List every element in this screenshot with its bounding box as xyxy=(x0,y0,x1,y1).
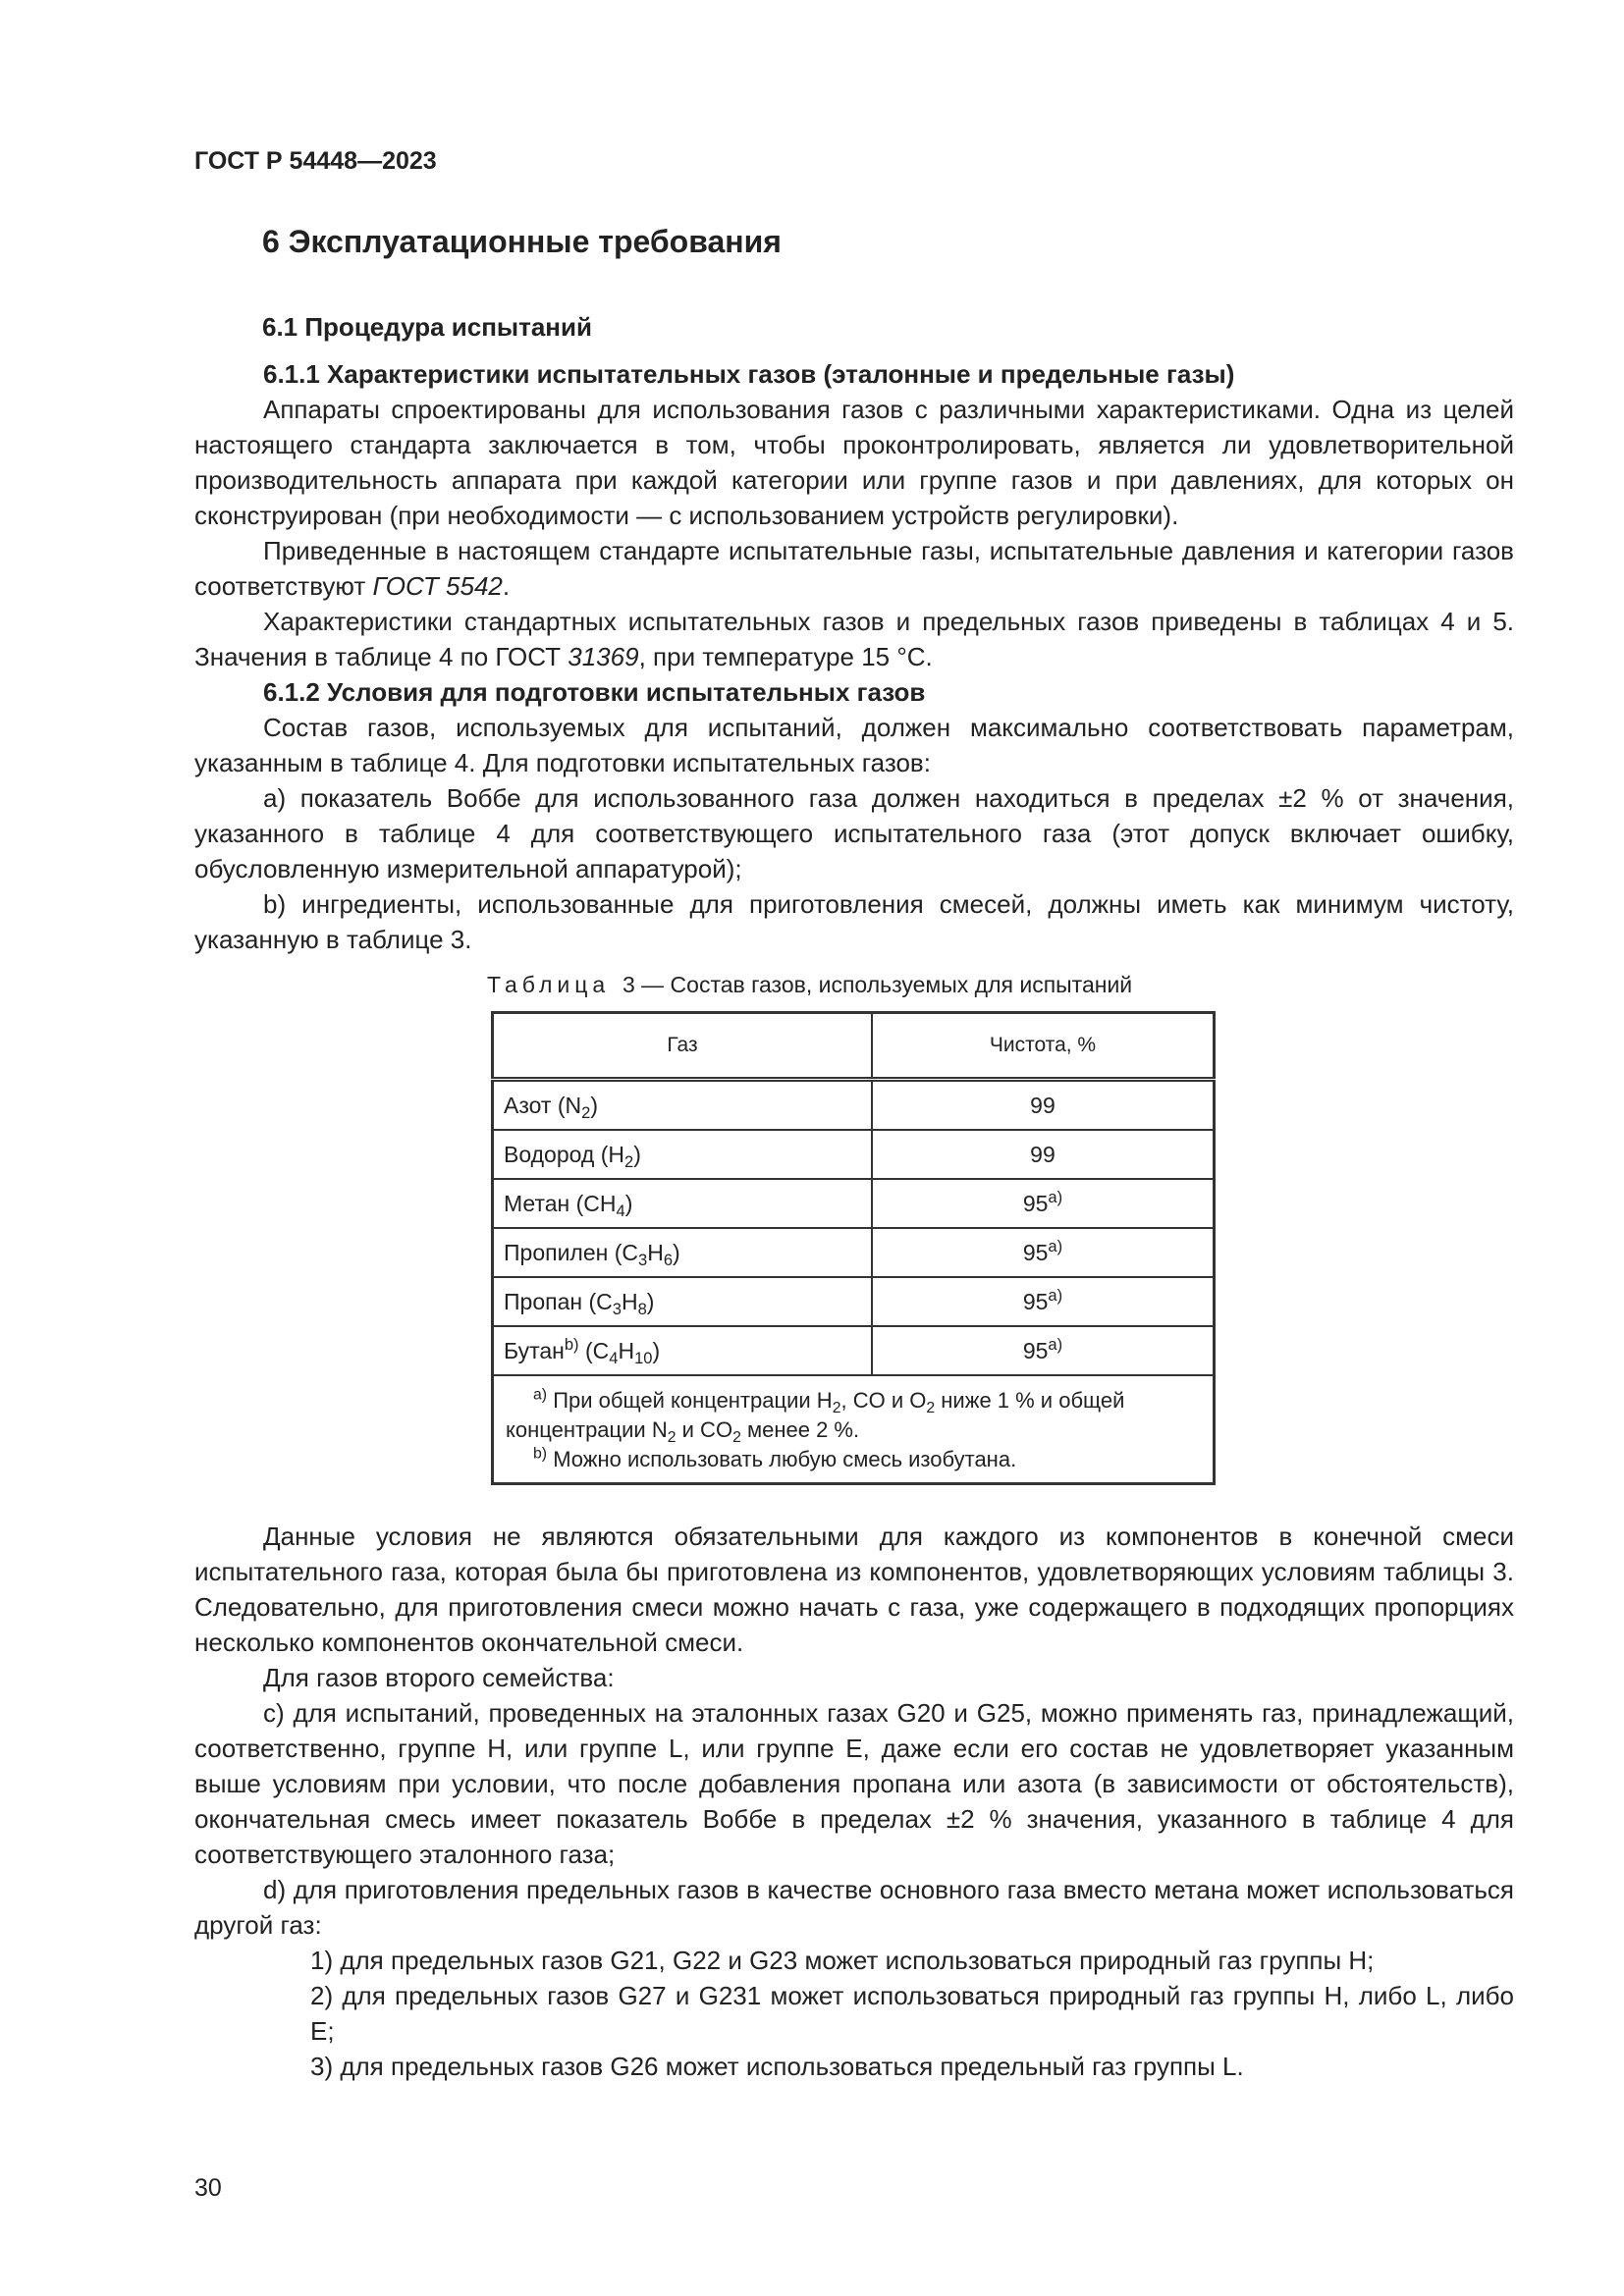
sublist-item-2: 2) для предельных газов G27 и G231 может использоваться природный газ группы H, либо L, либо E; xyxy=(310,1981,1514,2046)
table-row xyxy=(493,1277,1215,1326)
purity-value: 95$^{a)}$ xyxy=(872,1179,1215,1228)
list-item-b: b) ингредиенты, использованные для приготовления смесей, должны иметь как минимум чистоту, указанную в таблице 3. xyxy=(194,889,1514,954)
paragraph: Приведенные в настоящем стандарте испытательные газы, испытательные давления и категории газов соответствуют ГОСТ 5542. xyxy=(194,536,1514,601)
footnote-marker: a) xyxy=(1048,1236,1063,1255)
standard-reference: ГОСТ 5542 xyxy=(372,571,503,601)
footnote-marker: a) xyxy=(1048,1187,1063,1206)
gas-name: Метан $(CH_4)$ xyxy=(493,1179,872,1228)
purity-value: 95$^{a)}$ xyxy=(872,1326,1215,1375)
body-block-top xyxy=(194,356,1514,957)
paragraph: Аппараты спроектированы для использования газов с различными характеристиками. Одна из целей настоящего стандарта заключается в том, чтобы проконтролировать, является ли удовлетворительной производительность аппарата при каждой категории или группе газов и при давлениях, для которых он сконструирован (при необходимости — с использованием устройств регулировки). xyxy=(194,395,1514,530)
table-row xyxy=(493,1080,1215,1131)
subsection-title: 6.1 Процедура испытаний xyxy=(262,312,592,342)
footnote-a: $^{a)}$ При общей концентрации $H_2$, CO и $O_2$ ниже 1 % и общей xyxy=(533,1386,1125,1416)
paragraph: Данные условия не являются обязательными для каждого из компонентов в конечной смеси испытательного газа, которая была бы приготовлена из компонентов, удовлетворяющих условиям таблицы 3. Следовательно, для приготовления смеси можно начать с газа, уже содержащего в подходящих пропорциях несколько компонентов окончательной смеси. xyxy=(194,1522,1514,1657)
page-number: 30 xyxy=(194,2174,222,2202)
purity-value: 99 xyxy=(872,1130,1215,1179)
heading-6-1-2: 6.1.2 Условия для подготовки испытательных газов xyxy=(263,677,926,707)
heading-6-1-1: 6.1.1 Характеристики испытательных газов (эталонные и предельные газы) xyxy=(263,359,1235,389)
table-footnotes xyxy=(493,1375,1215,1484)
footnote-a-continued: концентрации $N_2$ и $CO_2$ менее 2 %. xyxy=(506,1417,860,1446)
gas-name: Пропилен $(C_3H_6)$ xyxy=(493,1228,872,1277)
gas-purity-table xyxy=(491,1011,1216,1485)
purity-value: 99 xyxy=(872,1080,1215,1131)
purity-value: 95$^{a)}$ xyxy=(872,1228,1215,1277)
table-row xyxy=(493,1130,1215,1179)
table-notes-row xyxy=(493,1375,1215,1484)
column-header-gas: Газ xyxy=(493,1013,872,1080)
paragraph: Характеристики стандартных испытательных газов и предельных газов приведены в таблицах 4 и 5. Значения в таблице 4 по ГОСТ 31369, при температуре 15 °С. xyxy=(194,607,1514,671)
purity-value: 95$^{a)}$ xyxy=(872,1277,1215,1326)
gas-name: Бутан$^{b)}$ $(C_4H_{10})$ xyxy=(493,1326,872,1375)
footnote-marker: a) xyxy=(1048,1334,1063,1354)
table-row xyxy=(493,1179,1215,1228)
sublist-item-1: 1) для предельных газов G21, G22 и G23 может использоваться природный газ группы H; xyxy=(310,1946,1375,1975)
sublist-item-3: 3) для предельных газов G26 может использоваться предельный газ группы L. xyxy=(310,2052,1244,2081)
list-item-d: d) для приготовления предельных газов в качестве основного газа вместо метана может использоваться другой газ: xyxy=(194,1875,1514,1940)
table-row xyxy=(493,1228,1215,1277)
gas-name: Азот $(N_2)$ xyxy=(493,1080,872,1131)
footnote-b: $^{b)}$ Можно использовать любую смесь изобутана. xyxy=(533,1445,1017,1471)
column-header-purity: Чистота, % xyxy=(872,1013,1215,1080)
body-block-bottom xyxy=(194,1519,1514,2084)
document-code-header: ГОСТ Р 54448—2023 xyxy=(194,147,437,175)
list-item-a: а) показатель Воббе для использованного газа должен находиться в пределах ±2 % от значения, указанного в таблице 4 для соответствующего испытательного газа (этот допуск включает ошибку, обусловленную измерительной аппаратурой); xyxy=(194,783,1514,883)
paragraph: Для газов второго семейства: xyxy=(263,1663,615,1692)
standard-reference: 31369 xyxy=(568,642,639,671)
list-item-c: с) для испытаний, проведенных на эталонных газах G20 и G25, можно применять газ, принадлежащий, соответственно, группе H, или группе L, или группе E, даже если его состав не удовлетворяет указанным выше условиям при условии, что после добавления пропана или азота (в зависимости от обстоятельств), окончательная смесь имеет показатель Воббе в пределах ±2 % значения, указанного в таблице 4 для соответствующего эталонного газа; xyxy=(194,1698,1514,1869)
footnote-marker: a) xyxy=(1048,1285,1063,1305)
paragraph: Состав газов, используемых для испытаний, должен максимально соответствовать параметрам, указанным в таблице 4. Для подготовки испытательных газов: xyxy=(194,713,1514,777)
section-title: 6 Эксплуатационные требования xyxy=(262,224,782,259)
gas-name: Пропан $(C_3H_8)$ xyxy=(493,1277,872,1326)
table-row xyxy=(493,1326,1215,1375)
table-caption: Таблица 3 — Состав газов, используемых для испытаний xyxy=(487,972,1133,997)
gas-name: Водород $(H_2)$ xyxy=(493,1130,872,1179)
